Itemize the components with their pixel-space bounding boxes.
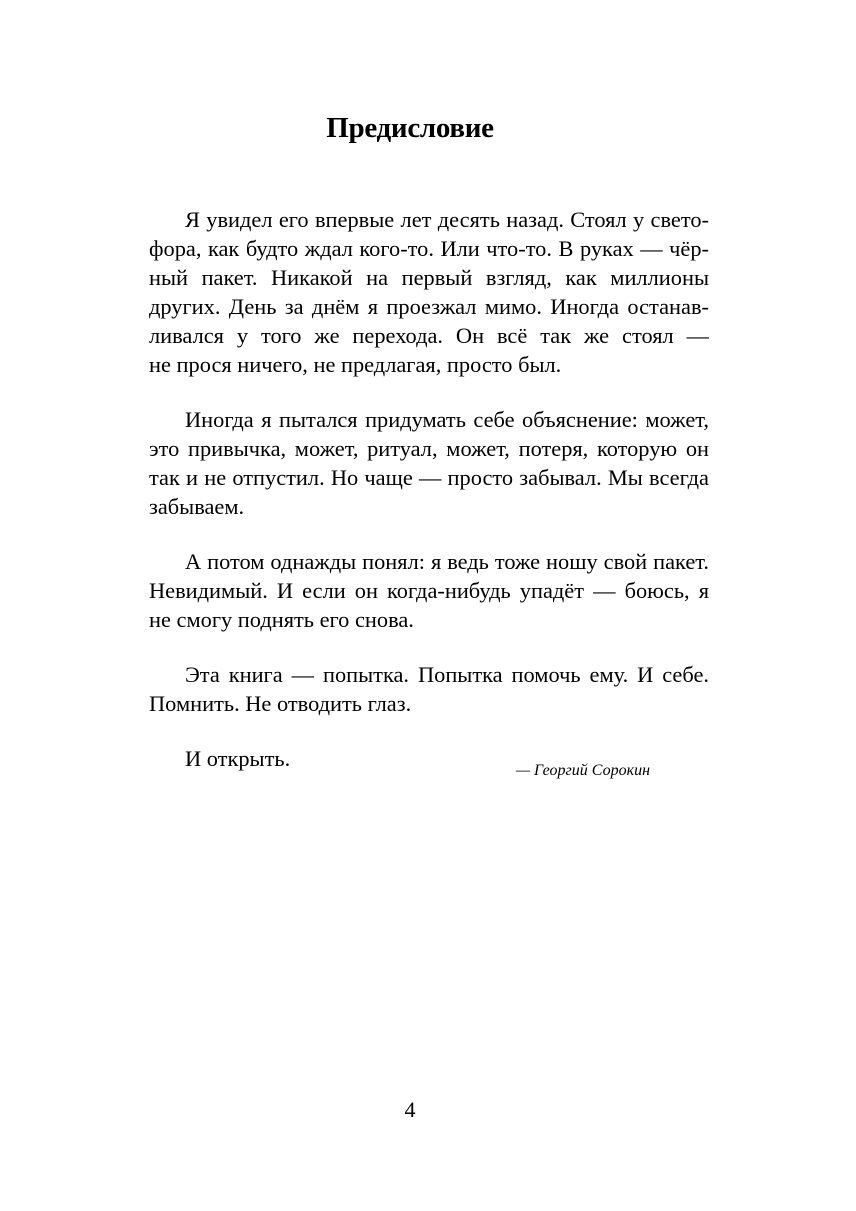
paragraph-3	[113, 547, 709, 634]
text-line: Иногда я пытался придумать себе объяснение: может,	[185, 407, 709, 432]
text-line: Невидимый. И если он когда-нибудь упадёт — боюсь, я	[149, 578, 709, 603]
text-line: И открыть.	[185, 746, 291, 771]
author-signature: — Георгий Сорокин	[515, 762, 650, 779]
text-line: это привычка, может, ритуал, может, потеря, которую он	[149, 436, 709, 461]
text-line: не прося ничего, не предлагая, просто был.	[149, 352, 562, 377]
page-number: 4	[404, 1097, 416, 1122]
text-line: забываем.	[149, 494, 245, 519]
text-line: других. День за днём я проезжал мимо. Иногда останав-	[149, 294, 709, 319]
preface-body	[113, 205, 709, 799]
page-title: Предисловие	[326, 112, 494, 144]
text-line: фора, как будто ждал кого-то. Или что-то. В руках — чёр-	[149, 236, 709, 261]
text-line: так и не отпустил. Но чаще — просто забывал. Мы всегда	[149, 465, 709, 490]
text-line: А потом однажды понял: я ведь тоже ношу свой пакет.	[185, 549, 709, 574]
paragraph-1	[113, 205, 709, 379]
text-line: ливался у того же перехода. Он всё так же стоял —	[149, 323, 709, 348]
text-line: Эта книга — попытка. Попытка помочь ему. И себе.	[185, 662, 709, 687]
text-line: ный пакет. Никакой на первый взгляд, как миллионы	[149, 265, 709, 290]
text-line: Я увидел его впервые лет десять назад. Стоял у свето-	[185, 207, 709, 232]
text-line: не смогу поднять его снова.	[149, 607, 414, 632]
paragraph-2	[113, 405, 709, 521]
paragraph-4	[113, 660, 709, 718]
text-line: Помнить. Не отводить глаз.	[149, 691, 412, 716]
